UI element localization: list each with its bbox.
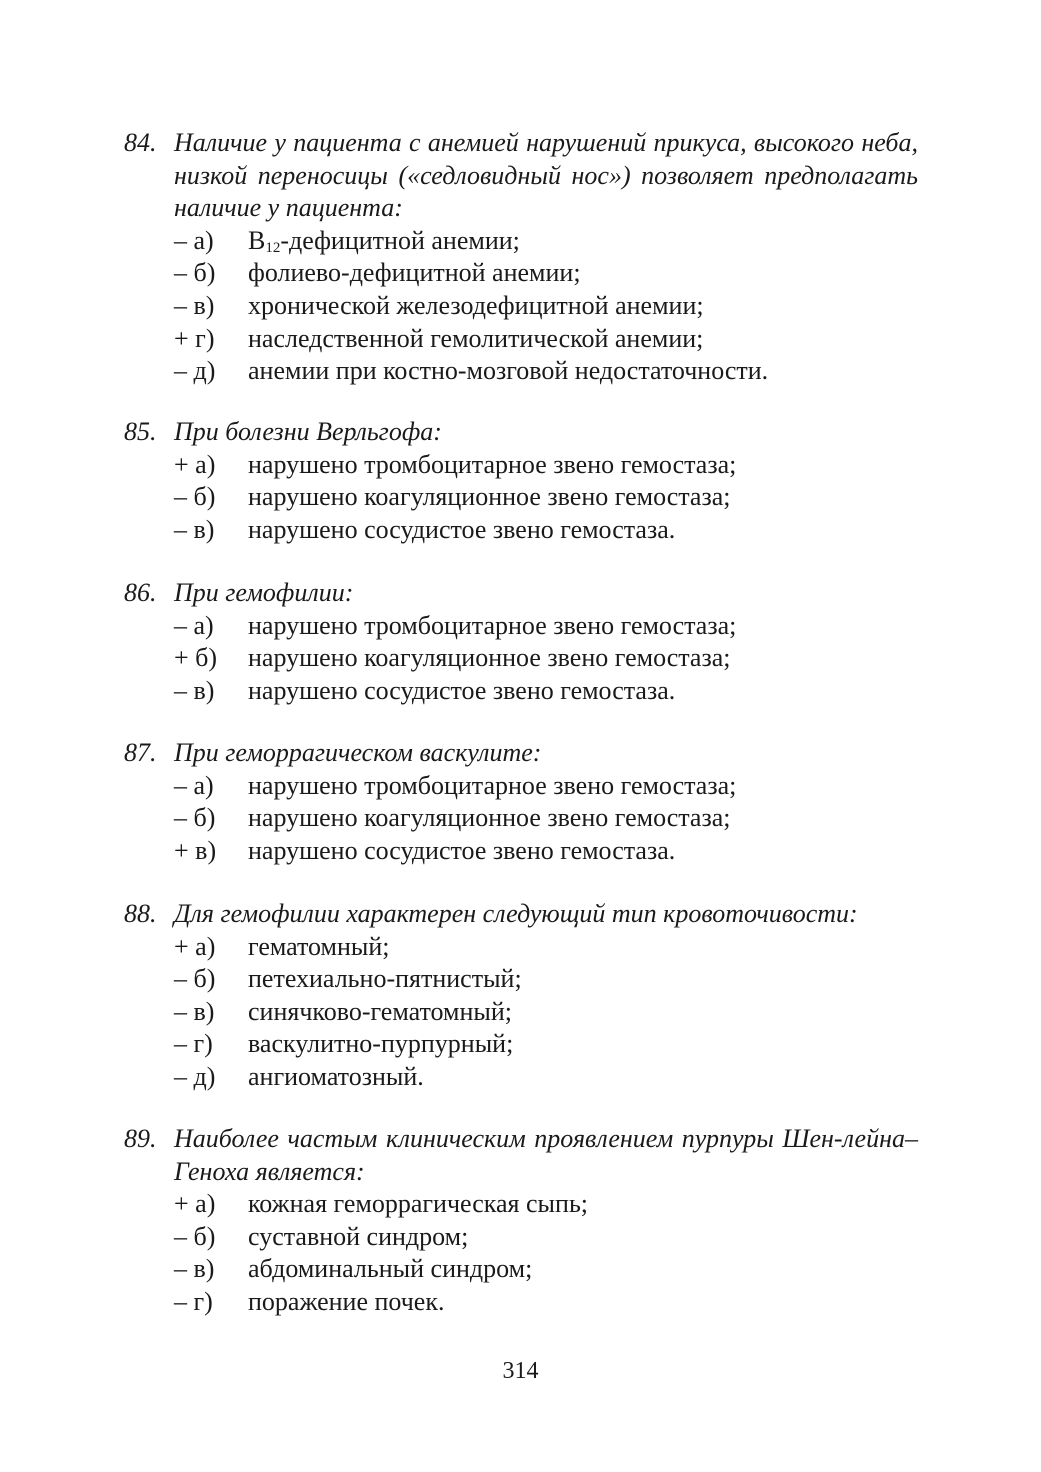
question-86: [124, 577, 918, 707]
answer-option: [124, 931, 918, 964]
option-mark: – б): [174, 803, 216, 833]
answer-option: [124, 290, 918, 323]
question-header: [124, 898, 918, 931]
answer-option: [124, 1253, 918, 1286]
option-text: фолиево-дефицитной анемии;: [248, 258, 581, 288]
option-mark: – в): [174, 996, 215, 1026]
option-text: нарушено сосудистое звено гемостаза.: [248, 835, 676, 865]
option-text: суставной синдром;: [248, 1221, 469, 1251]
question-text: При гемофилии:: [174, 578, 354, 607]
option-mark: – б): [174, 482, 216, 512]
option-text: анемии при костно-мозговой недостаточности.: [248, 356, 769, 386]
option-text: нарушено тромбоцитарное звено гемостаза;: [248, 610, 737, 640]
answer-option: [124, 449, 918, 482]
answer-option: [124, 963, 918, 996]
option-mark: – в): [174, 514, 215, 544]
question-text: Наличие у пациента с анемией нарушений прикуса, высокого неба, низкой переносицы («седловидный нос») позволяет предполагать наличие у пациента:: [174, 128, 918, 223]
option-text: нарушено коагуляционное звено гемостаза;: [248, 482, 731, 512]
option-text: наследственной гемолитической анемии;: [248, 323, 704, 353]
option-mark: + а): [174, 449, 216, 479]
question-header: [124, 577, 918, 610]
option-text: нарушено сосудистое звено гемостаза.: [248, 675, 676, 705]
option-mark: – б): [174, 1221, 216, 1251]
option-mark: – д): [174, 356, 216, 386]
option-text: абдоминальный синдром;: [248, 1254, 533, 1284]
option-text-subscript: 12: [265, 239, 281, 256]
option-text: петехиально-пятнистый;: [248, 964, 522, 994]
answer-option: [124, 257, 918, 290]
option-mark: – в): [174, 1254, 215, 1284]
option-mark: – д): [174, 1061, 216, 1091]
answer-option: [124, 610, 918, 643]
option-text: васкулитно-пурпурный;: [248, 1029, 514, 1059]
option-text: нарушено тромбоцитарное звено гемостаза;: [248, 770, 737, 800]
question-88: [124, 898, 918, 1094]
question-text: При геморрагическом васкулите:: [174, 738, 542, 767]
question-number: 88.: [124, 899, 157, 928]
question-header: [124, 737, 918, 770]
option-mark: – б): [174, 258, 216, 288]
answer-option: [124, 835, 918, 868]
question-number: 85.: [124, 417, 157, 446]
option-mark: + а): [174, 1189, 216, 1219]
question-84: [124, 127, 918, 388]
option-mark: – г): [174, 1286, 213, 1316]
answer-option: [124, 323, 918, 356]
option-text: [248, 225, 918, 258]
option-mark: + а): [174, 931, 216, 961]
question-87: [124, 737, 918, 867]
question-number: 86.: [124, 578, 157, 607]
question-number: 84.: [124, 128, 157, 157]
question-text: При болезни Верльгофа:: [174, 417, 442, 446]
answer-option: [124, 1221, 918, 1254]
option-mark: – в): [174, 675, 215, 705]
option-text: гематомный;: [248, 931, 390, 961]
option-mark: – а): [174, 610, 214, 640]
page-number: 314: [502, 1358, 539, 1384]
question-header: [124, 416, 918, 449]
option-text: нарушено сосудистое звено гемостаза.: [248, 514, 676, 544]
answer-option: [124, 802, 918, 835]
answer-option: [124, 225, 918, 258]
option-text: поражение почек.: [248, 1286, 445, 1316]
answer-option: [124, 996, 918, 1029]
option-mark: – б): [174, 964, 216, 994]
answer-option: [124, 1188, 918, 1221]
question-header: [124, 127, 918, 225]
answer-option: [124, 770, 918, 803]
question-85: [124, 416, 918, 546]
option-mark: + в): [174, 835, 217, 865]
answer-option: [124, 1061, 918, 1094]
question-text: Для гемофилии характерен следующий тип кровоточивости:: [174, 899, 858, 928]
question-number: 87.: [124, 738, 157, 767]
option-text-prefix: B: [248, 225, 266, 255]
option-text: нарушено коагуляционное звено гемостаза;: [248, 803, 731, 833]
answer-option: [124, 514, 918, 547]
question-number: 89.: [124, 1124, 157, 1153]
option-text: нарушено коагуляционное звено гемостаза;: [248, 643, 731, 673]
option-text: синячково-гематомный;: [248, 996, 512, 1026]
question-89: [124, 1123, 918, 1319]
answer-option: [124, 1028, 918, 1061]
option-mark: + г): [174, 323, 215, 353]
option-mark: + б): [174, 643, 218, 673]
question-header: [124, 1123, 918, 1188]
option-text: хронической железодефицитной анемии;: [248, 290, 704, 320]
option-mark: – а): [174, 225, 214, 255]
option-text: ангиоматозный.: [248, 1061, 424, 1091]
option-text: кожная геморрагическая сыпь;: [248, 1189, 589, 1219]
option-text: нарушено тромбоцитарное звено гемостаза;: [248, 449, 737, 479]
answer-option: [124, 1286, 918, 1319]
answer-option: [124, 642, 918, 675]
option-text-rest: -дефицитной анемии;: [280, 225, 520, 255]
answer-option: [124, 355, 918, 388]
option-mark: – а): [174, 770, 214, 800]
answer-option: [124, 675, 918, 708]
option-mark: – в): [174, 290, 215, 320]
question-text: Наиболее частым клиническим проявлением пурпуры Шен-лейна–Геноха является:: [174, 1124, 918, 1186]
answer-option: [124, 481, 918, 514]
option-mark: – г): [174, 1029, 213, 1059]
